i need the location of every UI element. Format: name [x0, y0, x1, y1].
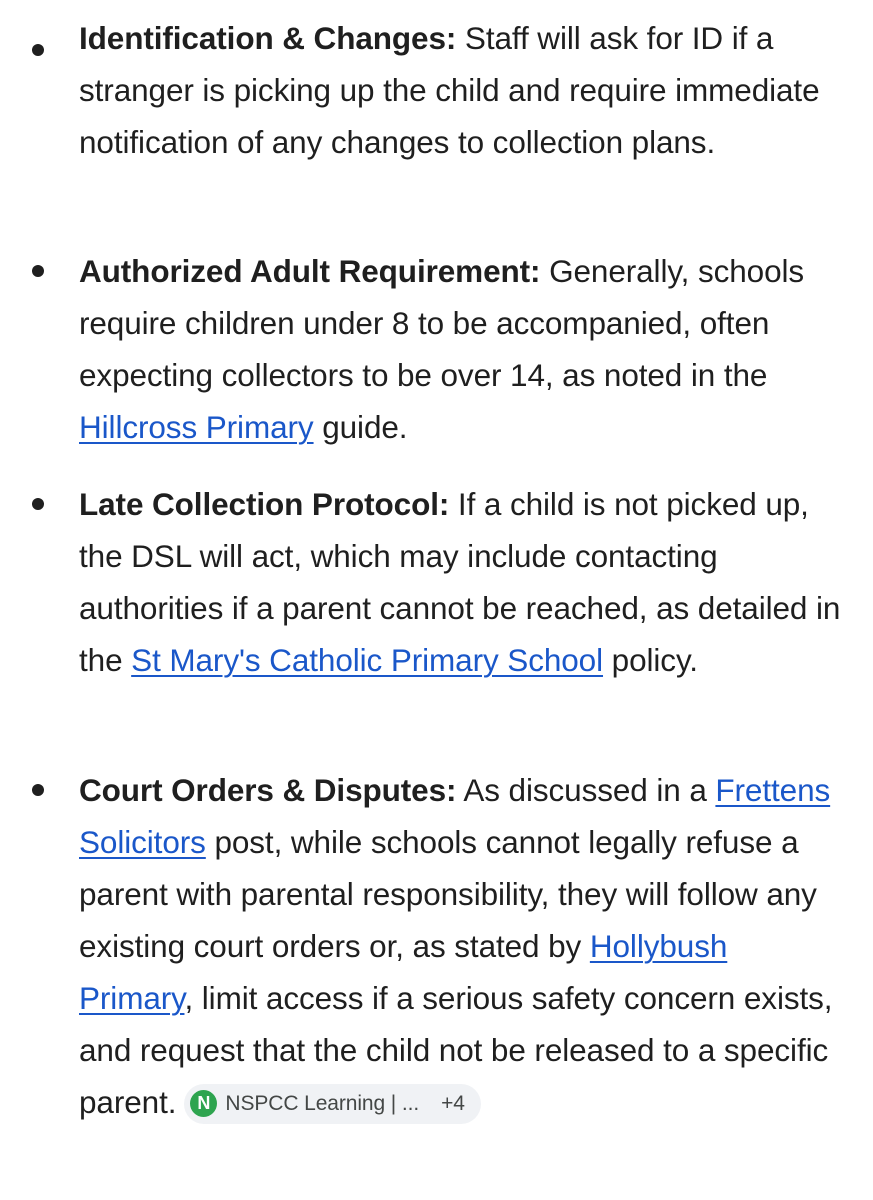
list-item-text: [79, 12, 849, 168]
item-body: Generally, schools require children under 8 to be accompanied, often expecting collectors to be over 14, as noted in the: [79, 253, 805, 393]
item-heading: Late Collection Protocol:: [79, 486, 450, 522]
item-body: If a child is not picked up, the DSL will act, which may include contacting authorities if a parent cannot be reached, as detailed in the: [79, 486, 841, 678]
source-chip-count: +4: [441, 1091, 465, 1115]
item-body-mid: post, while schools cannot legally refuse a parent with parental responsibility, they will follow any existing court orders or, as stated by: [79, 824, 817, 964]
bullet-dot: [32, 44, 44, 56]
item-body: As discussed in a: [456, 772, 716, 808]
nspcc-logo-icon: N: [190, 1090, 217, 1117]
st-marys-link[interactable]: St Mary's Catholic Primary School: [131, 642, 604, 678]
source-chip-label: NSPCC Learning | ...: [225, 1091, 420, 1115]
item-heading: Identification & Changes:: [79, 20, 457, 56]
item-body-end: policy.: [603, 642, 698, 678]
item-heading: Authorized Adult Requirement:: [79, 253, 541, 289]
list-item-text: [79, 764, 849, 1128]
item-body: Staff will ask for ID if a stranger is picking up the child and require immediate notification of any changes to collection plans.: [79, 20, 820, 160]
hollybush-primary-link[interactable]: Hollybush Primary: [79, 928, 728, 1016]
hillcross-primary-link[interactable]: Hillcross Primary: [79, 409, 314, 445]
item-body-end: guide.: [313, 409, 408, 445]
bullet-dot: [32, 498, 44, 510]
source-chip[interactable]: [184, 1084, 480, 1124]
frettens-solicitors-link[interactable]: Frettens Solicitors: [79, 772, 831, 860]
bullet-dot: [32, 784, 44, 796]
bullet-dot: [32, 265, 44, 277]
list-item-text: [79, 478, 849, 686]
item-heading: Court Orders & Disputes:: [79, 772, 457, 808]
item-body-end: , limit access if a serious safety concern exists, and request that the child not be released to a specific parent.: [79, 980, 833, 1120]
list-item-text: [79, 245, 849, 453]
